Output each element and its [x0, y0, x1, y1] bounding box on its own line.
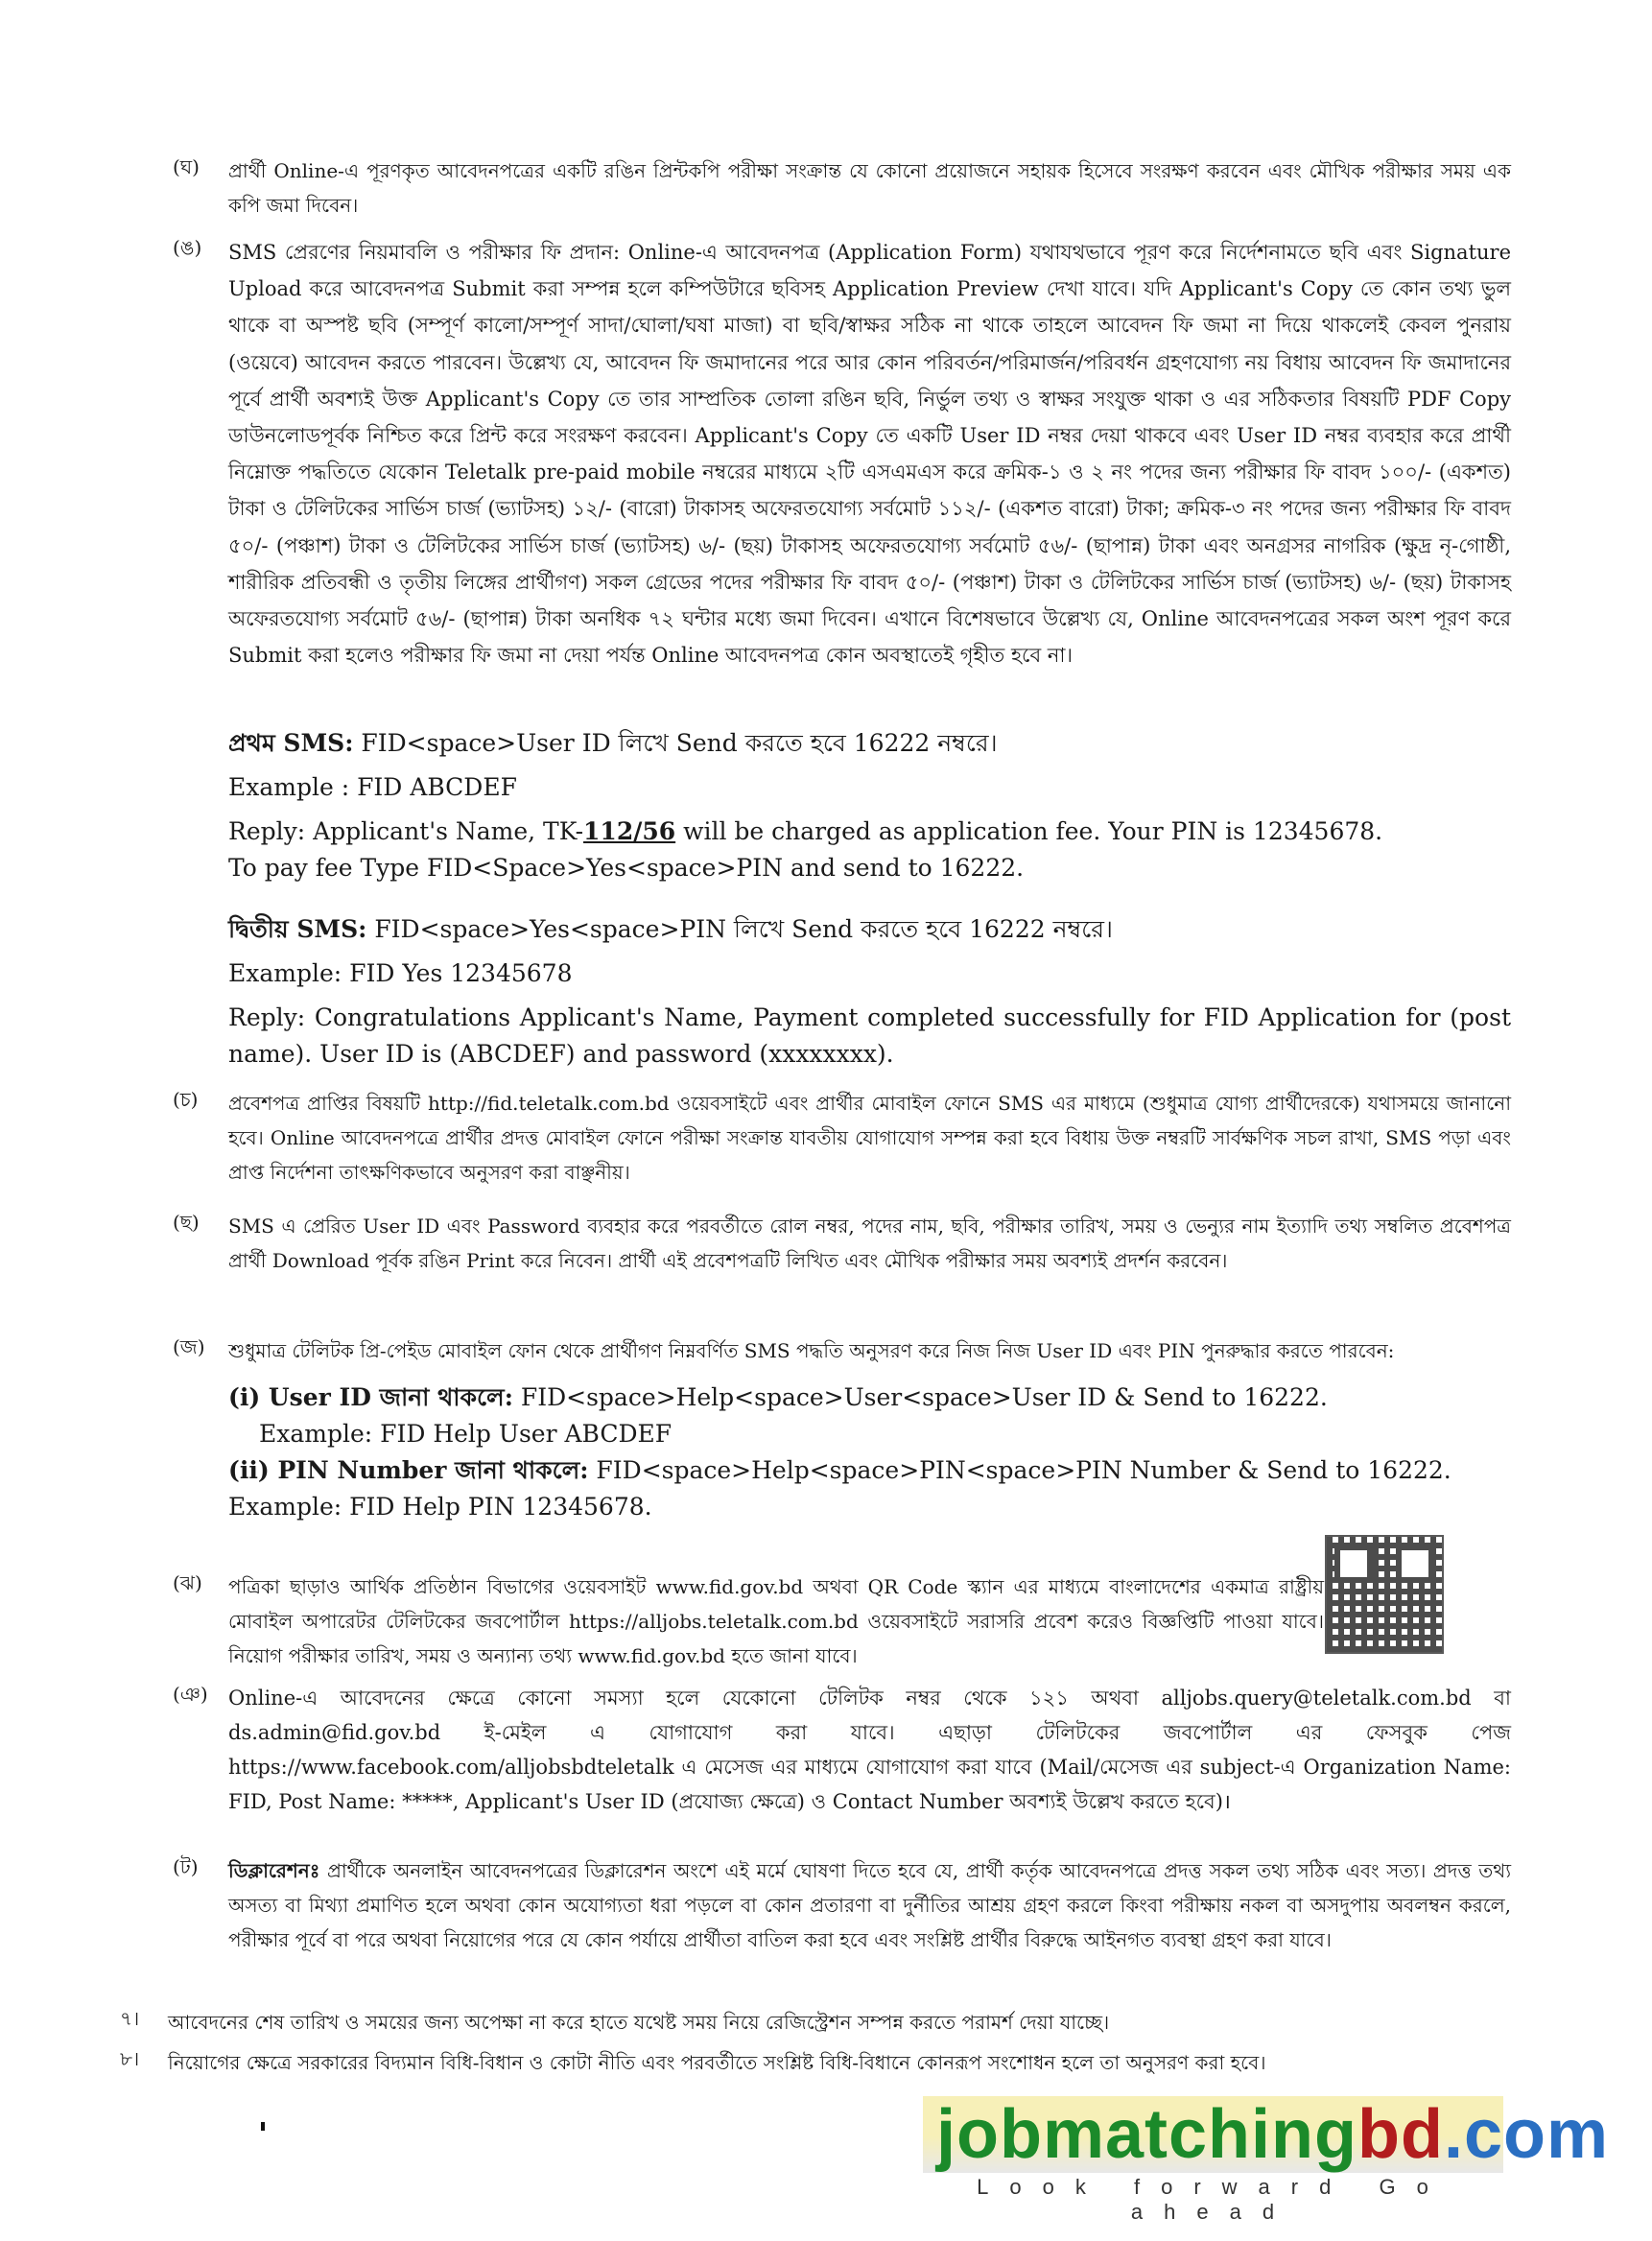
logo-text-domain: .com [1443, 2096, 1610, 2173]
item-ta [173, 1853, 1511, 1957]
sms-first-fee: 112/56 [583, 817, 676, 845]
item-marker: (জ) [173, 1335, 205, 1358]
item-text: SMS এ প্রেরিত User ID এবং Password ব্যবহার করে পরবর্তীতে রোল নম্বর, পদের নাম, ছবি, পরীক্ষার তারিখ, সময় ও ভেন্যুর নাম ইত্যাদি তথ্য সম্বলিত প্রবেশপত্র প্রার্থী Download পূর্বক রঙিন Print করে নিবেন। প্রার্থী এই প্রবেশপত্রটি লিখিত এবং মৌখিক পরীক্ষার সময় অবশ্যই প্রদর্শন করবেন। [228, 1215, 1511, 1272]
item-chha [173, 1209, 1511, 1278]
sms-first-text: FID<space>User ID লিখে Send করতে হবে 16222 নম্বরে। [361, 729, 998, 757]
item-text: প্রার্থী Online-এ পূরণকৃত আবেদনপত্রের একটি রঙিন প্রিন্টকপি পরীক্ষা সংক্রান্ত যে কোনো প্রয়োজনে সহায়ক হিসেবে সংরক্ষণ করবেন এবং মৌখিক পরীক্ষার সময় এক কপি জমা দিবেন। [228, 159, 1511, 217]
list-item-number: ৮। [120, 2047, 140, 2070]
list-item [120, 2045, 1521, 2086]
watermark-logo [923, 2096, 1610, 2225]
logo-text-accent: bd [1357, 2096, 1444, 2173]
item-text: Online-এ আবেদনের ক্ষেত্রে কোনো সমস্যা হলে যেকোনো টেলিটক নম্বর থেকে ১২১ অথবা alljobs.query@teletalk.com.bd বা ds.admin@fid.gov.bd ই-মেইল এ যোগাযোগ করা যাবে। এছাড়া টেলিটকের জবপোর্টাল এর ফেসবুক পেজ https://www.facebook.com/alljobsbdteletalk এ মেসেজ এর মাধ্যমে যোগাযোগ করা যাবে (Mail/মেসেজ এর subject-এ Organization Name: FID, Post Name: *****, Applicant's User ID (প্রযোজ্য ক্ষেত্রে) ও Contact Number অবশ্যই উল্লেখ করতে হবে)। [228, 1687, 1511, 1813]
item-text: প্রার্থীকে অনলাইন আবেদনপত্রের ডিক্লারেশন অংশে এই মর্মে ঘোষণা দিতে হবে যে, প্রার্থী কর্তৃক আবেদনপত্রে প্রদত্ত সকল তথ্য সঠিক এবং সত্য। প্রদত্ত তথ্য অসত্য বা মিথ্যা প্রমাণিত হলে অথবা কোন অযোগ্যতা ধরা পড়লে বা কোন প্রতারণা বা দুর্নীতির আশ্রয় গ্রহণ করলে কিংবা পরীক্ষায় নকল বা অসদুপায় অবলম্বন করলে, পরীক্ষার পূর্বে বা পরে অথবা নিয়োগের পরে যে কোন পর্যায়ে প্রার্থীতা বাতিল করা হবে এবং সংশ্লিষ্ট প্রার্থীর বিরুদ্ধে আইনগত ব্যবস্থা গ্রহণ করা যাবে। [228, 1859, 1511, 1951]
sms-second-example: Example: FID Yes 12345678 [228, 959, 573, 987]
sms-first-reply-instruction: To pay fee Type FID<Space>Yes<space>PIN and send to 16222. [228, 854, 1025, 882]
list-item [120, 2005, 1521, 2045]
declaration-label: ডিক্লারেশনঃ [228, 1859, 320, 1882]
item-text: শুধুমাত্র টেলিটক প্রি-পেইড মোবাইল ফোন থেকে প্রার্থীগণ নিম্নবর্ণিত SMS পদ্ধতি অনুসরণ করে নিজ নিজ User ID এবং PIN পুনরুদ্ধার করতে পারবেন: [228, 1339, 1395, 1362]
sms-first-example: Example : FID ABCDEF [228, 773, 517, 801]
recovery-pin [228, 1452, 1511, 1489]
item-text: SMS প্রেরণের নিয়মাবলি ও পরীক্ষার ফি প্রদান: Online-এ আবেদনপত্র (Application Form) যথাযথভাবে পূরণ করে নির্দেশনামতে ছবি এবং Signature Upload করে আবেদনপত্র Submit করা সম্পন্ন হলে কম্পিউটারে ছবিসহ Application Preview দেখা যাবে। যদি Applicant's Copy তে কোন তথ্য ভুল থাকে বা অস্পষ্ট ছবি (সম্পূর্ণ কালো/সম্পূর্ণ সাদা/ঘোলা/ঘষা মাজা) বা ছবি/স্বাক্ষর সঠিক না থাকে তাহলে আবেদন ফি জমা না দিয়ে থাকলেই কেবল পুনরায় (ওয়েবে) আবেদন করতে পারবেন। উল্লেখ্য যে, আবেদন ফি জমাদানের পরে আর কোন পরিবর্তন/পরিমার্জন/পরিবর্ধন গ্রহণযোগ্য নয় বিধায় আবেদন ফি জমাদানের পূর্বে প্রার্থী অবশ্যই উক্ত Applicant's Copy তে তার সাম্প্রতিক তোলা রঙিন ছবি, নির্ভুল তথ্য ও স্বাক্ষর সংযুক্ত থাকা ও এর সঠিকতার বিষয়টি PDF Copy ডাউনলোডপূর্বক নিশ্চিত করে প্রিন্ট করে সংরক্ষণ করবেন। Applicant's Copy তে একটি User ID নম্বর দেয়া থাকবে এবং User ID নম্বর ব্যবহার করে প্রার্থী নিম্নোক্ত পদ্ধতিতে যেকোন Teletalk pre-paid mobile নম্বরের মাধ্যমে ২টি এসএমএস করে ক্রমিক-১ ও ২ নং পদের জন্য পরীক্ষার ফি বাবদ ১০০/- (একশত) টাকা ও টেলিটকের সার্ভিস চার্জ (ভ্যাটসহ) ১২/- (বারো) টাকাসহ অফেরতযোগ্য সর্বমোট ১১২/- (একশত বারো) টাকা; ক্রমিক-৩ নং পদের জন্য পরীক্ষার ফি বাবদ ৫০/- (পঞ্চাশ) টাকা ও টেলিটকের সার্ভিস চার্জ (ভ্যাটসহ) ৬/- (ছয়) টাকাসহ অফেরতযোগ্য সর্বমোট ৫৬/- (ছাপান্ন) টাকা এবং অনগ্রসর নাগরিক (ক্ষুদ্র নৃ-গোষ্ঠী, শারীরিক প্রতিবন্ধী ও তৃতীয় লিঙ্গের প্রার্থীগণ) সকল গ্রেডের পদের পরীক্ষার ফি বাবদ ৫০/- (পঞ্চাশ) টাকা ও টেলিটকের সার্ভিস চার্জ (ভ্যাটসহ) ৬/- (ছয়) টাকাসহ অফেরতযোগ্য সর্বমোট ৫৬/- (ছাপান্ন) টাকা অনধিক ৭২ ঘন্টার মধ্যে জমা দিবেন। এখানে বিশেষভাবে উল্লেখ্য যে, Online আবেদনপত্রের সকল অংশ পূরণ করে Submit করা হলেও পরীক্ষার ফি জমা না দেয়া পর্যন্ত Online আবেদনপত্র কোন অবস্থাতেই গৃহীত হবে না। [228, 241, 1511, 668]
item-nya [173, 1681, 1511, 1819]
list-item-text: নিয়োগের ক্ষেত্রে সরকারের বিদ্যমান বিধি-বিধান ও কোটা নীতি এবং পরবর্তীতে সংশ্লিষ্ট বিধি-বিধানে কোনরূপ সংশোধন হলে তা অনুসরণ করা হবে। [168, 2051, 1266, 2074]
item-gha [173, 153, 1511, 223]
qr-code-icon [1325, 1535, 1444, 1654]
logo-text-primary: jobmatching [936, 2096, 1357, 2173]
sms-second-text: FID<space>Yes<space>PIN লিখে Send করতে হবে 16222 নম্বরে। [374, 915, 1113, 943]
item-marker: (ঞ) [173, 1683, 208, 1706]
sms-second-block [173, 911, 1511, 1073]
item-text: প্রবেশপত্র প্রাপ্তির বিষয়টি http://fid.teletalk.com.bd ওয়েবসাইটে এবং প্রার্থীর মোবাইল ফোনে SMS এর মাধ্যমে (শুধুমাত্র যোগ্য প্রার্থীদেরকে) যথাসময়ে জানানো হবে। Online আবেদনপত্রে প্রার্থীর প্রদত্ত মোবাইল ফোনে পরীক্ষা সংক্রান্ত যাবতীয় যোগাযোগ সম্পন্ন করা হবে বিধায় উক্ত নম্বরটি সার্বক্ষণিক সচল রাখা, SMS পড়া এবং প্রাপ্ত নির্দেশনা তাৎক্ষণিকভাবে অনুসরণ করা বাঞ্ছনীয়। [228, 1092, 1511, 1184]
logo-tagline: Look forward Go ahead [977, 2175, 1450, 2224]
recovery-user-id-label: (i) User ID জানা থাকলে: [228, 1383, 513, 1411]
sms-second-reply: Reply: Congratulations Applicant's Name, Payment completed successfully for FID Application for (post name). User ID is (ABCDEF) and password (xxxxxxxx). [228, 1003, 1511, 1068]
recovery-user-id [228, 1380, 1511, 1416]
sms-first-label: প্রথম SMS: [228, 729, 354, 757]
sms-first-reply: Reply: Applicant's Name, TK-112/56 will be charged as application fee. Your PIN is 12345678. [228, 817, 1383, 845]
item-marker: (ছ) [173, 1211, 200, 1234]
item-marker: (ট) [173, 1855, 199, 1878]
list-item-number: ৭। [120, 2007, 140, 2030]
list-item-text: আবেদনের শেষ তারিখ ও সময়ের জন্য অপেক্ষা না করে হাতে যথেষ্ট সময় নিয়ে রেজিস্ট্রেশন সম্পন্ন করতে পরামর্শ দেয়া যাচ্ছে। [168, 2011, 1110, 2034]
item-marker: (ঙ) [173, 236, 202, 259]
item-marker: (চ) [173, 1088, 199, 1111]
item-text: পত্রিকা ছাড়াও আর্থিক প্রতিষ্ঠান বিভাগের ওয়েবসাইট www.fid.gov.bd অথবা QR Code স্ক্যান এর মাধ্যমে বাংলাদেশের একমাত্র রাষ্ট্রীয় মোবাইল অপারেটর টেলিটকের জবপোর্টাল https://alljobs.teletalk.com.bd ওয়েবসাইটে সরাসরি প্রবেশ করেও বিজ্ঞপ্তিটি পাওয়া যাবে। নিয়োগ পরীক্ষার তারিখ, সময় ও অন্যান্য তথ্য www.fid.gov.bd হতে জানা যাবে। [228, 1575, 1324, 1667]
recovery-pin-example: Example: FID Help PIN 12345678. [228, 1493, 652, 1521]
sms-first-block [173, 725, 1511, 886]
item-ja [173, 1333, 1511, 1525]
recovery-user-id-text: FID<space>Help<space>User<space>User ID & Send to 16222. [520, 1383, 1328, 1411]
stray-mark [261, 2122, 265, 2131]
item-marker: (ঝ) [173, 1571, 202, 1594]
item-umo [173, 234, 1511, 673]
recovery-user-id-example: Example: FID Help User ABCDEF [259, 1420, 673, 1448]
sms-second-label: দ্বিতীয় SMS: [228, 915, 367, 943]
item-marker: (ঘ) [173, 155, 200, 178]
numbered-list [120, 2005, 1521, 2086]
recovery-pin-text: FID<space>Help<space>PIN<space>PIN Number & Send to 16222. [596, 1456, 1451, 1484]
item-cha [173, 1086, 1511, 1190]
recovery-pin-label: (ii) PIN Number জানা থাকলে: [228, 1456, 589, 1484]
item-jha [173, 1569, 1324, 1673]
